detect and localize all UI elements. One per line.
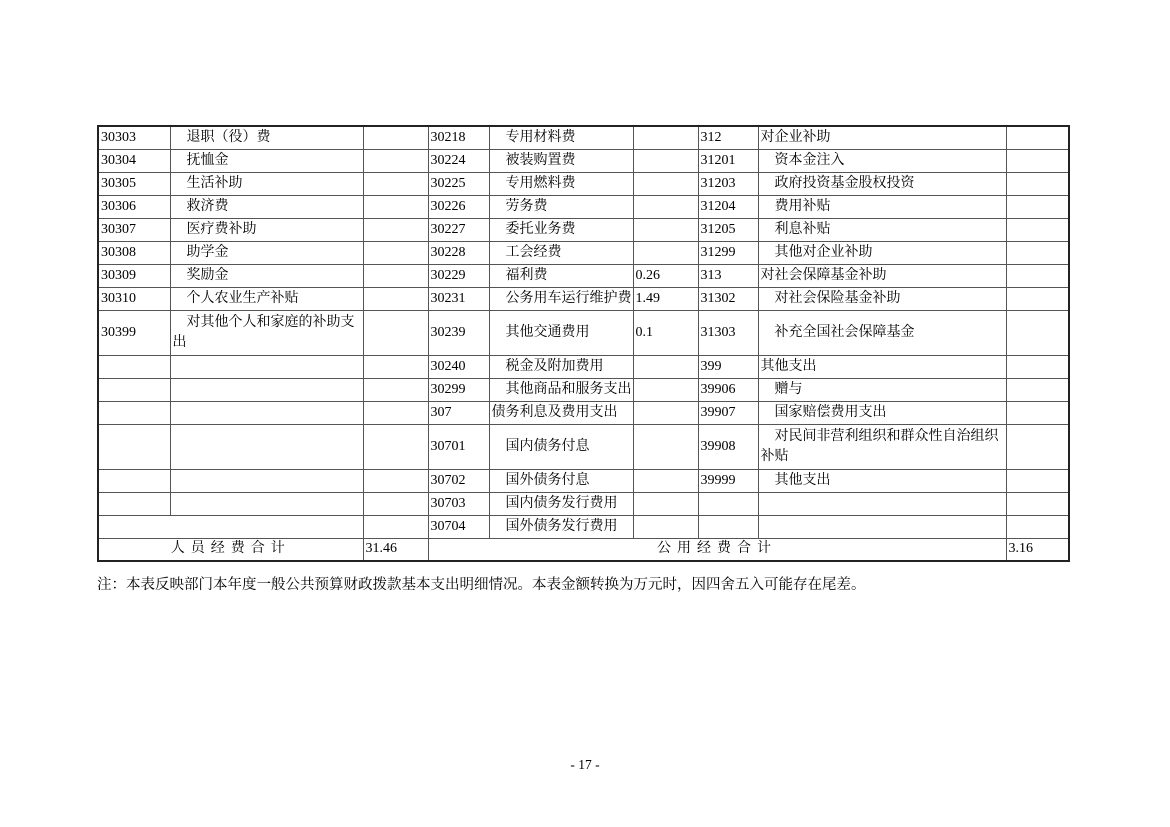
cell-name: 其他交通费用 xyxy=(489,310,633,355)
cell-code: 30231 xyxy=(428,287,489,310)
cell-name: 对企业补助 xyxy=(758,126,1006,149)
cell-amt xyxy=(363,149,428,172)
cell-amt: 1.49 xyxy=(633,287,698,310)
table-row xyxy=(98,492,1069,515)
cell-amt xyxy=(363,126,428,149)
cell-name: 委托业务费 xyxy=(489,218,633,241)
table-footnote: 注：本表反映部门本年度一般公共预算财政拨款基本支出明细情况。本表金额转换为万元时，因四舍五入可能存在尾差。 xyxy=(97,577,866,593)
cell-amt xyxy=(633,401,698,424)
cell-code: 31205 xyxy=(698,218,758,241)
cell-name: 对民间非营利组织和群众性自治组织补贴 xyxy=(758,424,1006,469)
cell-code: 30228 xyxy=(428,241,489,264)
cell-amt xyxy=(633,424,698,469)
cell-amt: 31.46 xyxy=(363,538,428,561)
cell-amt xyxy=(1006,264,1069,287)
cell-amt xyxy=(1006,424,1069,469)
cell-amt xyxy=(633,172,698,195)
cell-amt xyxy=(1006,355,1069,378)
cell-amt xyxy=(633,195,698,218)
cell-code xyxy=(98,469,170,492)
cell-code: 30304 xyxy=(98,149,170,172)
cell-code: 39999 xyxy=(698,469,758,492)
cell-name: 其他对企业补助 xyxy=(758,241,1006,264)
cell-amt xyxy=(633,492,698,515)
cell-amt xyxy=(633,149,698,172)
cell-name: 费用补贴 xyxy=(758,195,1006,218)
cell-name: 专用燃料费 xyxy=(489,172,633,195)
cell-name: 福利费 xyxy=(489,264,633,287)
cell-code xyxy=(98,355,170,378)
cell-amt xyxy=(1006,401,1069,424)
table-row xyxy=(98,287,1069,310)
cell-amt xyxy=(1006,469,1069,492)
cell-amt xyxy=(363,424,428,469)
cell-code xyxy=(698,515,758,538)
cell-code: 30308 xyxy=(98,241,170,264)
cell-amt xyxy=(1006,378,1069,401)
cell-amt xyxy=(633,469,698,492)
cell-code: 312 xyxy=(698,126,758,149)
cell-amt: 0.1 xyxy=(633,310,698,355)
cell-merged xyxy=(98,515,363,538)
cell-total: 人员经费合计 xyxy=(98,538,363,561)
cell-name: 国内债务付息 xyxy=(489,424,633,469)
cell-amt xyxy=(633,355,698,378)
cell-amt xyxy=(633,126,698,149)
cell-amt xyxy=(633,515,698,538)
cell-name xyxy=(170,401,363,424)
cell-amt xyxy=(363,378,428,401)
cell-code: 307 xyxy=(428,401,489,424)
table-row xyxy=(98,195,1069,218)
cell-code xyxy=(98,378,170,401)
table-row xyxy=(98,149,1069,172)
cell-name: 赠与 xyxy=(758,378,1006,401)
table-row xyxy=(98,310,1069,355)
cell-code: 30303 xyxy=(98,126,170,149)
cell-amt xyxy=(363,218,428,241)
cell-name: 国内债务发行费用 xyxy=(489,492,633,515)
cell-code: 31203 xyxy=(698,172,758,195)
cell-name xyxy=(170,355,363,378)
cell-name: 专用材料费 xyxy=(489,126,633,149)
cell-amt xyxy=(1006,218,1069,241)
cell-code: 30399 xyxy=(98,310,170,355)
cell-name: 对其他个人和家庭的补助支出 xyxy=(170,310,363,355)
cell-name xyxy=(758,492,1006,515)
cell-name: 补充全国社会保障基金 xyxy=(758,310,1006,355)
cell-amt xyxy=(633,218,698,241)
cell-amt xyxy=(1006,195,1069,218)
cell-code: 30218 xyxy=(428,126,489,149)
cell-name: 奖励金 xyxy=(170,264,363,287)
cell-name xyxy=(170,424,363,469)
cell-name: 资本金注入 xyxy=(758,149,1006,172)
cell-name xyxy=(170,378,363,401)
cell-code: 31303 xyxy=(698,310,758,355)
cell-code: 30306 xyxy=(98,195,170,218)
cell-name: 国外债务发行费用 xyxy=(489,515,633,538)
table-row xyxy=(98,469,1069,492)
budget-table-body xyxy=(98,126,1069,561)
cell-amt xyxy=(363,515,428,538)
cell-name: 劳务费 xyxy=(489,195,633,218)
cell-amt xyxy=(363,401,428,424)
cell-code xyxy=(698,492,758,515)
cell-name: 助学金 xyxy=(170,241,363,264)
cell-name xyxy=(170,469,363,492)
cell-amt xyxy=(363,172,428,195)
cell-name: 对社会保险基金补助 xyxy=(758,287,1006,310)
cell-amt xyxy=(1006,172,1069,195)
cell-name: 税金及附加费用 xyxy=(489,355,633,378)
cell-amt xyxy=(363,264,428,287)
table-row xyxy=(98,401,1069,424)
cell-code: 39906 xyxy=(698,378,758,401)
cell-amt xyxy=(1006,492,1069,515)
cell-code: 30309 xyxy=(98,264,170,287)
table-row xyxy=(98,378,1069,401)
cell-name: 政府投资基金股权投资 xyxy=(758,172,1006,195)
cell-name: 抚恤金 xyxy=(170,149,363,172)
table-row xyxy=(98,538,1069,561)
cell-code: 30299 xyxy=(428,378,489,401)
cell-code: 31201 xyxy=(698,149,758,172)
cell-name xyxy=(170,492,363,515)
cell-code: 313 xyxy=(698,264,758,287)
cell-code: 39908 xyxy=(698,424,758,469)
cell-code: 31302 xyxy=(698,287,758,310)
cell-code: 30307 xyxy=(98,218,170,241)
table-row xyxy=(98,355,1069,378)
cell-amt xyxy=(1006,515,1069,538)
cell-code xyxy=(98,492,170,515)
table-row xyxy=(98,172,1069,195)
page-number: - 17 - xyxy=(570,757,600,772)
cell-amt xyxy=(363,492,428,515)
cell-name: 工会经费 xyxy=(489,241,633,264)
table-row xyxy=(98,218,1069,241)
cell-code: 30703 xyxy=(428,492,489,515)
cell-amt xyxy=(363,310,428,355)
table-row xyxy=(98,424,1069,469)
cell-code: 30701 xyxy=(428,424,489,469)
cell-name: 救济费 xyxy=(170,195,363,218)
cell-name: 其他支出 xyxy=(758,469,1006,492)
table-row xyxy=(98,241,1069,264)
cell-code: 30225 xyxy=(428,172,489,195)
cell-code: 30239 xyxy=(428,310,489,355)
cell-amt xyxy=(633,241,698,264)
cell-name: 其他商品和服务支出 xyxy=(489,378,633,401)
cell-code: 31299 xyxy=(698,241,758,264)
cell-code xyxy=(98,424,170,469)
cell-amt xyxy=(363,241,428,264)
cell-name: 个人农业生产补贴 xyxy=(170,287,363,310)
cell-code: 30229 xyxy=(428,264,489,287)
cell-amt xyxy=(363,469,428,492)
table-row xyxy=(98,126,1069,149)
cell-name: 债务利息及费用支出 xyxy=(489,401,633,424)
cell-code: 30310 xyxy=(98,287,170,310)
cell-total: 公用经费合计 xyxy=(428,538,1006,561)
table-row xyxy=(98,515,1069,538)
cell-code: 31204 xyxy=(698,195,758,218)
cell-name: 其他支出 xyxy=(758,355,1006,378)
cell-name: 被装购置费 xyxy=(489,149,633,172)
cell-code: 30704 xyxy=(428,515,489,538)
cell-amt xyxy=(1006,241,1069,264)
cell-code: 399 xyxy=(698,355,758,378)
cell-amt xyxy=(363,195,428,218)
cell-code: 39907 xyxy=(698,401,758,424)
cell-amt xyxy=(1006,287,1069,310)
cell-code xyxy=(98,401,170,424)
cell-amt xyxy=(1006,126,1069,149)
cell-code: 30240 xyxy=(428,355,489,378)
cell-amt xyxy=(363,355,428,378)
cell-code: 30226 xyxy=(428,195,489,218)
cell-amt xyxy=(1006,149,1069,172)
cell-name xyxy=(758,515,1006,538)
cell-code: 30702 xyxy=(428,469,489,492)
cell-code: 30305 xyxy=(98,172,170,195)
cell-name: 对社会保障基金补助 xyxy=(758,264,1006,287)
cell-name: 医疗费补助 xyxy=(170,218,363,241)
cell-amt: 3.16 xyxy=(1006,538,1069,561)
budget-table xyxy=(97,125,1070,562)
cell-amt: 0.26 xyxy=(633,264,698,287)
cell-code: 30224 xyxy=(428,149,489,172)
cell-name: 利息补贴 xyxy=(758,218,1006,241)
cell-name: 公务用车运行维护费 xyxy=(489,287,633,310)
cell-name: 退职（役）费 xyxy=(170,126,363,149)
cell-name: 国外债务付息 xyxy=(489,469,633,492)
cell-amt xyxy=(1006,310,1069,355)
cell-name: 国家赔偿费用支出 xyxy=(758,401,1006,424)
cell-code: 30227 xyxy=(428,218,489,241)
cell-amt xyxy=(363,287,428,310)
table-row xyxy=(98,264,1069,287)
cell-amt xyxy=(633,378,698,401)
cell-name: 生活补助 xyxy=(170,172,363,195)
